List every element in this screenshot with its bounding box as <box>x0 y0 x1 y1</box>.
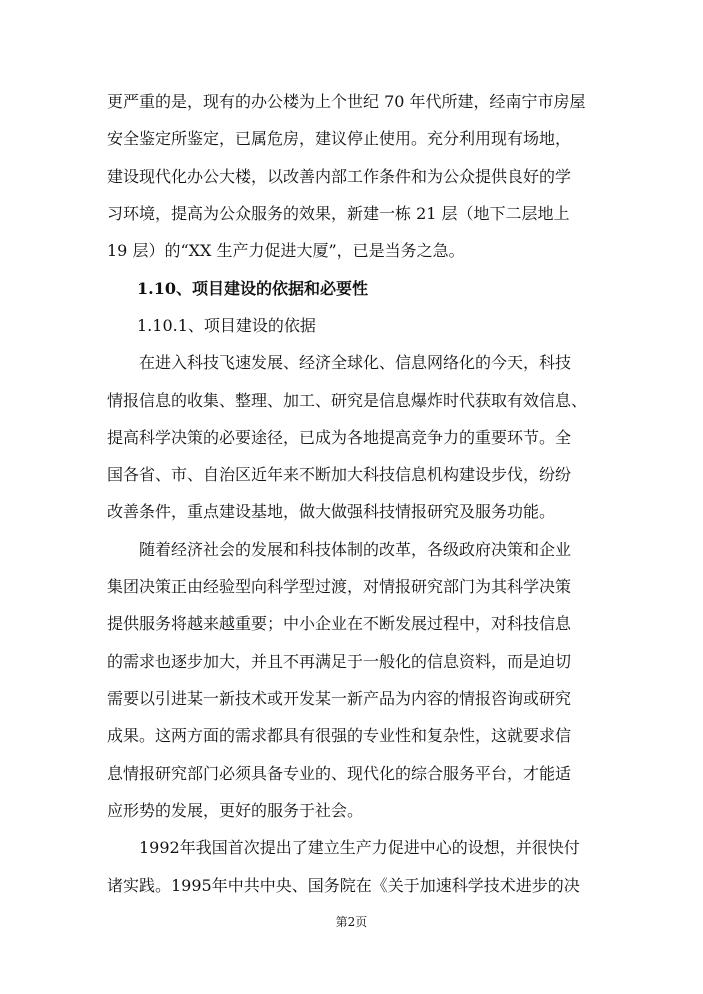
paragraph-line: 应形势的发展，更好的服务于社会。 <box>107 801 364 820</box>
paragraph-line: 成果。这两方面的需求都具有很强的专业性和复杂性，这就要求信 <box>107 726 572 745</box>
paragraph-line: 的需求也逐步加大，并且不再满足于一般化的信息资料，而是迫切 <box>107 652 572 671</box>
page-number: 第2页 <box>335 915 368 929</box>
paragraph-line: 情报信息的收集、整理、加工、研究是信息爆炸时代获取有效信息、 <box>107 391 588 410</box>
paragraph-line: 改善条件，重点建设基地，做大做强科技情报研究及服务功能。 <box>107 502 556 521</box>
paragraph-line: 息情报研究部门必须具备专业的、现代化的综合服务平台，才能适 <box>107 764 572 783</box>
paragraph-line: 建设现代化办公大楼，以改善内部工作条件和为公众提供良好的学 <box>107 167 572 186</box>
paragraph-line: 安全鉴定所鉴定，已属危房，建议停止使用。充分利用现有场地， <box>107 129 572 148</box>
paragraph-line: 国各省、市、自治区近年来不断加大科技信息机构建设步伐，纷纷 <box>107 465 572 484</box>
paragraph-line: 随着经济社会的发展和科技体制的改革，各级政府决策和企业 <box>139 540 572 559</box>
paragraph-line: 提高科学决策的必要途径，已成为各地提高竞争力的重要环节。全 <box>107 428 572 447</box>
section-heading: 1.10、项目建设的依据和必要性 <box>137 279 368 298</box>
subsection-heading: 1.10.1、项目建设的依据 <box>137 316 316 335</box>
paragraph-line: 集团决策正由经验型向科学型过渡，对情报研究部门为其科学决策 <box>107 577 572 596</box>
paragraph-line: 习环境，提高为公众服务的效果，新建一栋 21 层（地下二层地上 <box>107 204 570 223</box>
paragraph-line: 更严重的是，现有的办公楼为上个世纪 70 年代所建，经南宁市房屋 <box>107 92 586 111</box>
paragraph-line: 诸实践。1995年中共中央、国务院在《关于加速科学技术进步的决 <box>107 876 580 895</box>
paragraph-line: 提供服务将越来越重要；中小企业在不断发展过程中，对科技信息 <box>107 614 572 633</box>
paragraph-line: 19 层）的“XX 生产力促进大厦”，已是当务之急。 <box>107 241 465 260</box>
paragraph-line: 在进入科技飞速发展、经济全球化、信息网络化的今天，科技 <box>139 353 572 372</box>
paragraph-line: 需要以引进某一新技术或开发某一新产品为内容的情报咨询或研究 <box>107 689 572 708</box>
paragraph-line: 1992年我国首次提出了建立生产力促进中心的设想，并很快付 <box>139 838 580 857</box>
